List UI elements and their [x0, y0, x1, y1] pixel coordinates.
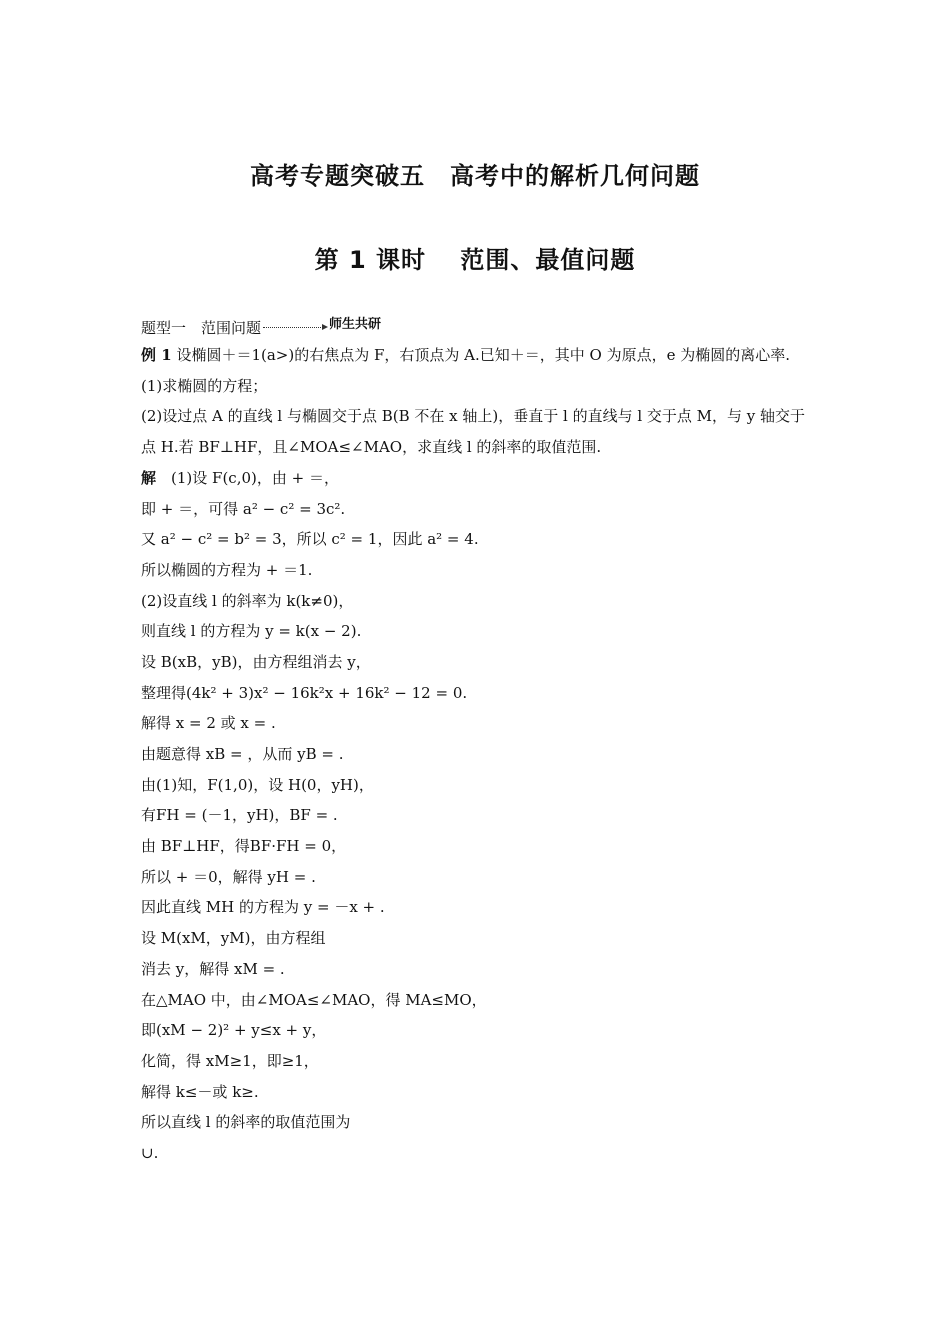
solution-line: 由题意得 xB = ，从而 yB = .	[141, 745, 344, 763]
solution-line: 所以椭圆的方程为 + ＝1.	[141, 560, 313, 579]
solution-line: (2)设直线 l 的斜率为 k(k≠0)，	[141, 591, 354, 610]
dotted-arrow-icon	[263, 327, 323, 328]
document-body	[141, 316, 816, 1169]
solution-line: 解得 x = 2 或 x = .	[141, 714, 276, 733]
section-heading	[141, 316, 816, 340]
example-label: 例 1	[141, 346, 172, 364]
solution-line: 有FH = (－1，yH)，BF = .	[141, 806, 338, 825]
solution-line: 设 M(xM，yM)，由方程组	[141, 929, 326, 948]
solution-line: ∪.	[141, 1143, 159, 1162]
solution-text: (1)设 F(c,0)，由 + ＝，	[156, 468, 339, 487]
question-part-2: (2)设过点 A 的直线 l 与椭圆交于点 B(B 不在 x 轴上)，垂直于 l 的直线与 l 交于点 M，与 y 轴交于点 H.若 BF⊥HF，且∠MOA≤∠MAO，求直线 l 的斜率的取值范围.	[141, 407, 806, 457]
section-label: 题型一 范围问题	[141, 319, 262, 337]
solution-first-line	[141, 463, 816, 494]
lesson-title: 第 1 课时 范围、最值问题	[314, 246, 636, 274]
solution-line: 所以 + ＝0，解得 yH = .	[141, 867, 316, 886]
solution-line: 即 + ＝，可得 a² − c² = 3c².	[141, 499, 346, 518]
solution-line: 由(1)知，F(1,0)，设 H(0，yH)，	[141, 775, 374, 794]
solution-line: 整理得(4k² + 3)x² − 16k²x + 16k² − 12 = 0.	[141, 683, 468, 702]
solution-line: 化简，得 xM≥1，即≥1，	[141, 1051, 319, 1070]
section-tag: 师生共研	[329, 317, 382, 332]
solution-line: 又 a² − c² = b² = 3，所以 c² = 1，因此 a² = 4.	[141, 530, 479, 549]
solution-line: 因此直线 MH 的方程为 y = －x + .	[141, 898, 385, 917]
example-statement	[141, 340, 816, 371]
solution-label: 解	[141, 468, 157, 487]
solution-line: 在△MAO 中，由∠MOA≤∠MAO，得 MA≤MO，	[141, 990, 487, 1009]
solution-line: 解得 k≤－或 k≥.	[141, 1082, 259, 1101]
solution-line: 即(xM − 2)² + y≤x + y，	[141, 1021, 327, 1040]
solution-line: 消去 y，解得 xM = .	[141, 959, 285, 978]
solution-line: 则直线 l 的方程为 y = k(x − 2).	[141, 622, 362, 641]
main-title: 高考专题突破五 高考中的解析几何问题	[250, 162, 700, 190]
question-part-1: (1)求椭圆的方程；	[141, 376, 268, 395]
solution-line: 由 BF⊥HF，得BF·FH = 0，	[141, 837, 347, 856]
solution-line: 所以直线 l 的斜率的取值范围为	[141, 1113, 351, 1132]
solution-line: 设 B(xB，yB)，由方程组消去 y，	[141, 652, 371, 671]
example-text: 设椭圆＋＝1(a>)的右焦点为 F，右顶点为 A.已知＋＝，其中 O 为原点，e 为椭圆的离心率.	[171, 346, 790, 364]
